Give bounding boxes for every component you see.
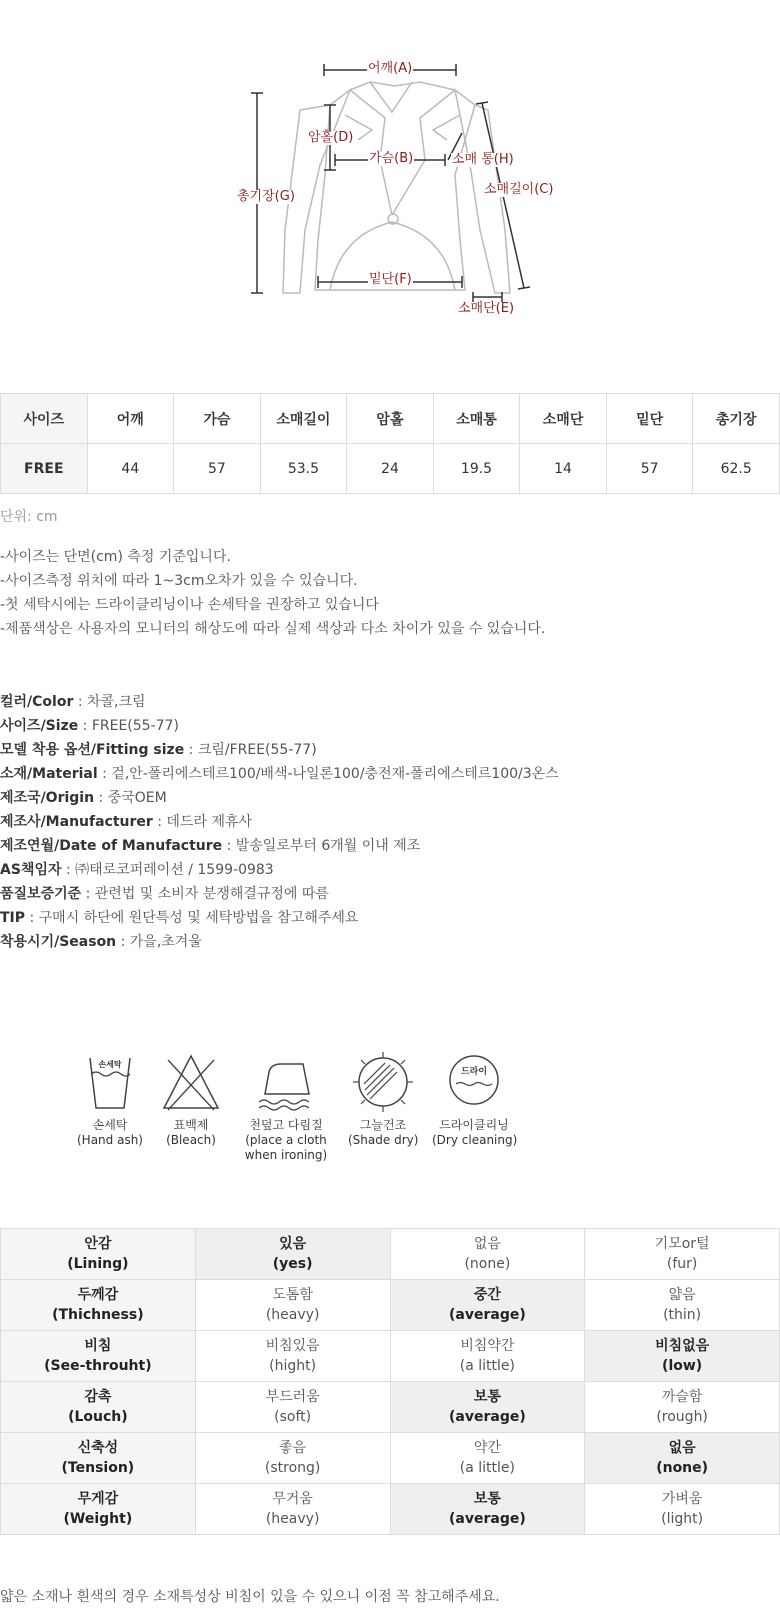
label-chest: 가슴(B) — [369, 151, 414, 166]
fabric-option-selected — [390, 1280, 585, 1331]
shade-dry-icon — [350, 1050, 416, 1112]
care-label-line: 그늘건조 — [359, 1118, 407, 1132]
size-header-cell: 소매통 — [433, 394, 520, 444]
fabric-head-cell — [1, 1280, 196, 1331]
care-label — [348, 1118, 418, 1148]
fabric-head-sub: (Tension) — [61, 1460, 135, 1476]
spec-key: AS책임자 — [0, 862, 62, 878]
size-table-row — [1, 444, 780, 494]
fabric-option-label: 무거움 — [272, 1491, 313, 1507]
spec-key: 소재/Material — [0, 766, 98, 782]
fabric-head-label: 비침 — [84, 1338, 112, 1354]
size-notes — [0, 545, 545, 641]
fabric-option — [390, 1433, 585, 1484]
care-item-hand-wash — [70, 1050, 150, 1148]
hand-wash-text: 손세탁 — [98, 1060, 122, 1069]
fabric-option-sub: (average) — [449, 1409, 526, 1425]
fabric-head-label: 감촉 — [84, 1389, 112, 1405]
label-armhole: 암홀(D) — [308, 130, 354, 145]
spec-line — [0, 690, 559, 714]
fabric-option-label: 좋음 — [279, 1440, 307, 1456]
fabric-head-label: 안감 — [84, 1236, 112, 1252]
spec-line — [0, 930, 559, 954]
size-cell: 62.5 — [693, 444, 780, 494]
fabric-option-sub: (average) — [449, 1307, 526, 1323]
care-label-line: (Bleach) — [166, 1133, 216, 1147]
spec-value: : 구매시 하단에 원단특성 및 세탁방법을 참고해주세요 — [25, 910, 359, 926]
spec-value: : 데드라 제휴사 — [152, 814, 253, 830]
size-header-cell: 밑단 — [606, 394, 693, 444]
size-header-cell: 암홀 — [347, 394, 434, 444]
fabric-option — [390, 1229, 585, 1280]
size-cell: 57 — [606, 444, 693, 494]
size-cell: 24 — [347, 444, 434, 494]
size-cell: 14 — [520, 444, 607, 494]
size-header-cell: 소매단 — [520, 394, 607, 444]
fabric-head-label: 두께감 — [77, 1287, 119, 1303]
size-header-cell: 사이즈 — [1, 394, 88, 444]
size-cell: 53.5 — [260, 444, 347, 494]
spec-value: : 발송일로부터 6개월 이내 제조 — [222, 838, 421, 854]
size-header-cell: 어깨 — [87, 394, 174, 444]
spec-line — [0, 762, 559, 786]
fabric-option-label: 까슬함 — [661, 1389, 703, 1405]
dry-clean-text: 드라이 — [460, 1067, 488, 1077]
unit-label: 단위: cm — [0, 509, 58, 525]
spec-line — [0, 858, 559, 882]
spec-key: 제조사/Manufacturer — [0, 814, 153, 830]
hand-wash-icon — [80, 1050, 140, 1112]
spec-line — [0, 906, 559, 930]
fabric-option — [195, 1280, 390, 1331]
care-label — [70, 1118, 150, 1148]
fabric-table — [0, 1228, 780, 1535]
size-cell: 19.5 — [433, 444, 520, 494]
fabric-option-sub: (strong) — [264, 1460, 321, 1476]
care-label — [238, 1118, 334, 1163]
fabric-option-label: 비침있음 — [265, 1338, 320, 1354]
spec-line — [0, 786, 559, 810]
fabric-option-sub: (a little) — [459, 1460, 515, 1476]
care-item-shade-dry — [348, 1050, 418, 1148]
spec-line — [0, 738, 559, 762]
spec-key: 모델 착용 옵션/Fitting size — [0, 742, 185, 758]
fabric-option-sub: (low) — [662, 1358, 703, 1374]
fabric-head-sub: (See-throuht) — [44, 1358, 152, 1374]
fabric-head-cell — [1, 1331, 196, 1382]
fabric-option-label: 없음 — [668, 1440, 696, 1456]
care-label-line: (place a cloth — [245, 1133, 327, 1147]
size-cell: FREE — [1, 444, 88, 494]
spec-key: TIP — [0, 910, 26, 926]
spec-key: 제조국/Origin — [0, 790, 95, 806]
spec-key: 품질보증기준 — [0, 886, 82, 902]
fabric-option-sub: (rough) — [656, 1409, 708, 1425]
spec-value: : 중국OEM — [94, 790, 167, 806]
fabric-option-sub: (thin) — [663, 1307, 702, 1323]
size-table-header-row — [1, 394, 780, 444]
fabric-option-sub: (heavy) — [265, 1511, 320, 1527]
jacket-outline — [0, 0, 780, 380]
fabric-head-cell — [1, 1229, 196, 1280]
spec-value: : FREE(55-77) — [78, 718, 179, 734]
spec-line — [0, 810, 559, 834]
size-cell: 57 — [174, 444, 261, 494]
fabric-option-selected — [390, 1484, 585, 1535]
care-label-line: 표백제 — [173, 1118, 209, 1132]
care-label-line: 드라이클리닝 — [439, 1118, 509, 1132]
iron-with-cloth-icon — [251, 1050, 321, 1112]
care-instructions — [70, 1050, 550, 1170]
fabric-option-label: 비침없음 — [655, 1338, 710, 1354]
care-label-line: 손세탁 — [92, 1118, 128, 1132]
fabric-option-label: 도톰함 — [272, 1287, 313, 1303]
fabric-head-cell — [1, 1382, 196, 1433]
fabric-option-selected — [390, 1382, 585, 1433]
spec-value: : 크림/FREE(55-77) — [184, 742, 317, 758]
fabric-option-label: 부드러움 — [265, 1389, 320, 1405]
spec-value: : ㈜태로코퍼레이션 / 1599-0983 — [61, 862, 274, 878]
size-cell: 44 — [87, 444, 174, 494]
care-label-line: 천덮고 다림질 — [249, 1118, 323, 1132]
fabric-head-cell — [1, 1484, 196, 1535]
fabric-option — [585, 1280, 780, 1331]
footnote: 얇은 소재나 흰색의 경우 소재특성상 비침이 있을 수 있으니 이점 꼭 참고해주세요. — [0, 1589, 500, 1605]
care-label-line: (Dry cleaning) — [432, 1133, 518, 1147]
fabric-option-label: 비침약간 — [460, 1338, 515, 1354]
fabric-row — [1, 1280, 780, 1331]
care-item-bleach — [156, 1050, 226, 1148]
fabric-option-sub: (heavy) — [265, 1307, 320, 1323]
fabric-option-selected — [195, 1229, 390, 1280]
fabric-head-sub: (Lining) — [67, 1256, 129, 1272]
note-line: -사이즈는 단면(cm) 측정 기준입니다. — [0, 549, 231, 565]
spec-value: : 겉,안-폴리에스테르100/배색-나일론100/충전재-폴리에스테르100/3온스 — [97, 766, 559, 782]
care-label-line: (Shade dry) — [348, 1133, 419, 1147]
note-line: -제품색상은 사용자의 모니터의 해상도에 따라 실제 색상과 다소 차이가 있을 수 있습니다. — [0, 621, 546, 637]
fabric-option-selected — [585, 1433, 780, 1484]
spec-value: : 가을,초겨울 — [116, 934, 202, 950]
fabric-option-label: 보통 — [473, 1491, 501, 1507]
measurement-diagram — [0, 0, 780, 380]
fabric-option-sub: (hight) — [269, 1358, 317, 1374]
product-specs — [0, 690, 559, 954]
fabric-option-sub: (none) — [656, 1460, 709, 1476]
fabric-head-sub: (Weight) — [63, 1511, 133, 1527]
fabric-option — [585, 1484, 780, 1535]
spec-value: : 관련법 및 소비자 분쟁해결규정에 따름 — [81, 886, 329, 902]
fabric-option-label: 있음 — [279, 1236, 307, 1252]
fabric-option-label: 보통 — [473, 1389, 501, 1405]
fabric-option-selected — [585, 1331, 780, 1382]
fabric-option-label: 가벼움 — [661, 1491, 703, 1507]
spec-key: 제조연월/Date of Manufacture — [0, 838, 223, 854]
care-item-iron — [238, 1050, 334, 1163]
size-header-cell: 소매길이 — [260, 394, 347, 444]
fabric-option-sub: (yes) — [272, 1256, 313, 1272]
fabric-option — [390, 1331, 585, 1382]
fabric-option — [195, 1433, 390, 1484]
spec-line — [0, 714, 559, 738]
label-total-length: 총기장(G) — [237, 189, 295, 204]
spec-value: : 차콜,크림 — [73, 694, 146, 710]
no-bleach-icon — [160, 1050, 222, 1112]
note-line: -사이즈측정 위치에 따라 1~3cm오차가 있을 수 있습니다. — [0, 573, 358, 589]
fabric-row — [1, 1229, 780, 1280]
care-label-line: when ironing) — [244, 1148, 328, 1162]
care-item-dry-clean — [432, 1050, 516, 1148]
fabric-option — [195, 1331, 390, 1382]
care-label — [156, 1118, 226, 1148]
note-line: -첫 세탁시에는 드라이클리닝이나 손세탁을 권장하고 있습니다 — [0, 597, 379, 613]
fabric-option-sub: (average) — [449, 1511, 526, 1527]
size-header-cell: 가슴 — [174, 394, 261, 444]
fabric-option-sub: (a little) — [459, 1358, 515, 1374]
fabric-option-label: 약간 — [473, 1440, 501, 1456]
fabric-option-sub: (light) — [661, 1511, 704, 1527]
fabric-row — [1, 1331, 780, 1382]
fabric-head-sub: (Thichness) — [52, 1307, 144, 1323]
fabric-row — [1, 1484, 780, 1535]
dry-clean-icon — [443, 1050, 505, 1112]
fabric-option — [585, 1229, 780, 1280]
spec-line — [0, 834, 559, 858]
fabric-head-sub: (Louch) — [68, 1409, 128, 1425]
label-sleeve-length: 소매길이(C) — [484, 182, 554, 197]
label-hem: 밑단(F) — [369, 272, 412, 287]
label-sleeve-hem: 소매단(E) — [458, 301, 515, 316]
fabric-option-label: 기모or털 — [654, 1236, 710, 1252]
spec-line — [0, 882, 559, 906]
spec-key: 착용시기/Season — [0, 934, 117, 950]
care-label-line: (Hand ash) — [77, 1133, 143, 1147]
fabric-option-label: 없음 — [473, 1236, 501, 1252]
label-shoulder: 어깨(A) — [368, 61, 413, 76]
care-label — [432, 1118, 516, 1148]
size-table — [0, 393, 780, 494]
fabric-row — [1, 1433, 780, 1484]
fabric-option-sub: (soft) — [274, 1409, 312, 1425]
size-header-cell: 총기장 — [693, 394, 780, 444]
fabric-option — [195, 1484, 390, 1535]
fabric-option-label: 중간 — [473, 1287, 501, 1303]
fabric-option — [585, 1382, 780, 1433]
spec-key: 컬러/Color — [0, 694, 74, 710]
fabric-head-label: 신축성 — [77, 1440, 119, 1456]
fabric-option — [195, 1382, 390, 1433]
fabric-head-cell — [1, 1433, 196, 1484]
fabric-option-label: 얇음 — [668, 1287, 696, 1303]
label-sleeve-width: 소매 통(H) — [452, 152, 514, 167]
fabric-head-label: 무게감 — [77, 1491, 119, 1507]
spec-key: 사이즈/Size — [0, 718, 79, 734]
fabric-option-sub: (fur) — [666, 1256, 698, 1272]
fabric-row — [1, 1382, 780, 1433]
fabric-option-sub: (none) — [464, 1256, 511, 1272]
